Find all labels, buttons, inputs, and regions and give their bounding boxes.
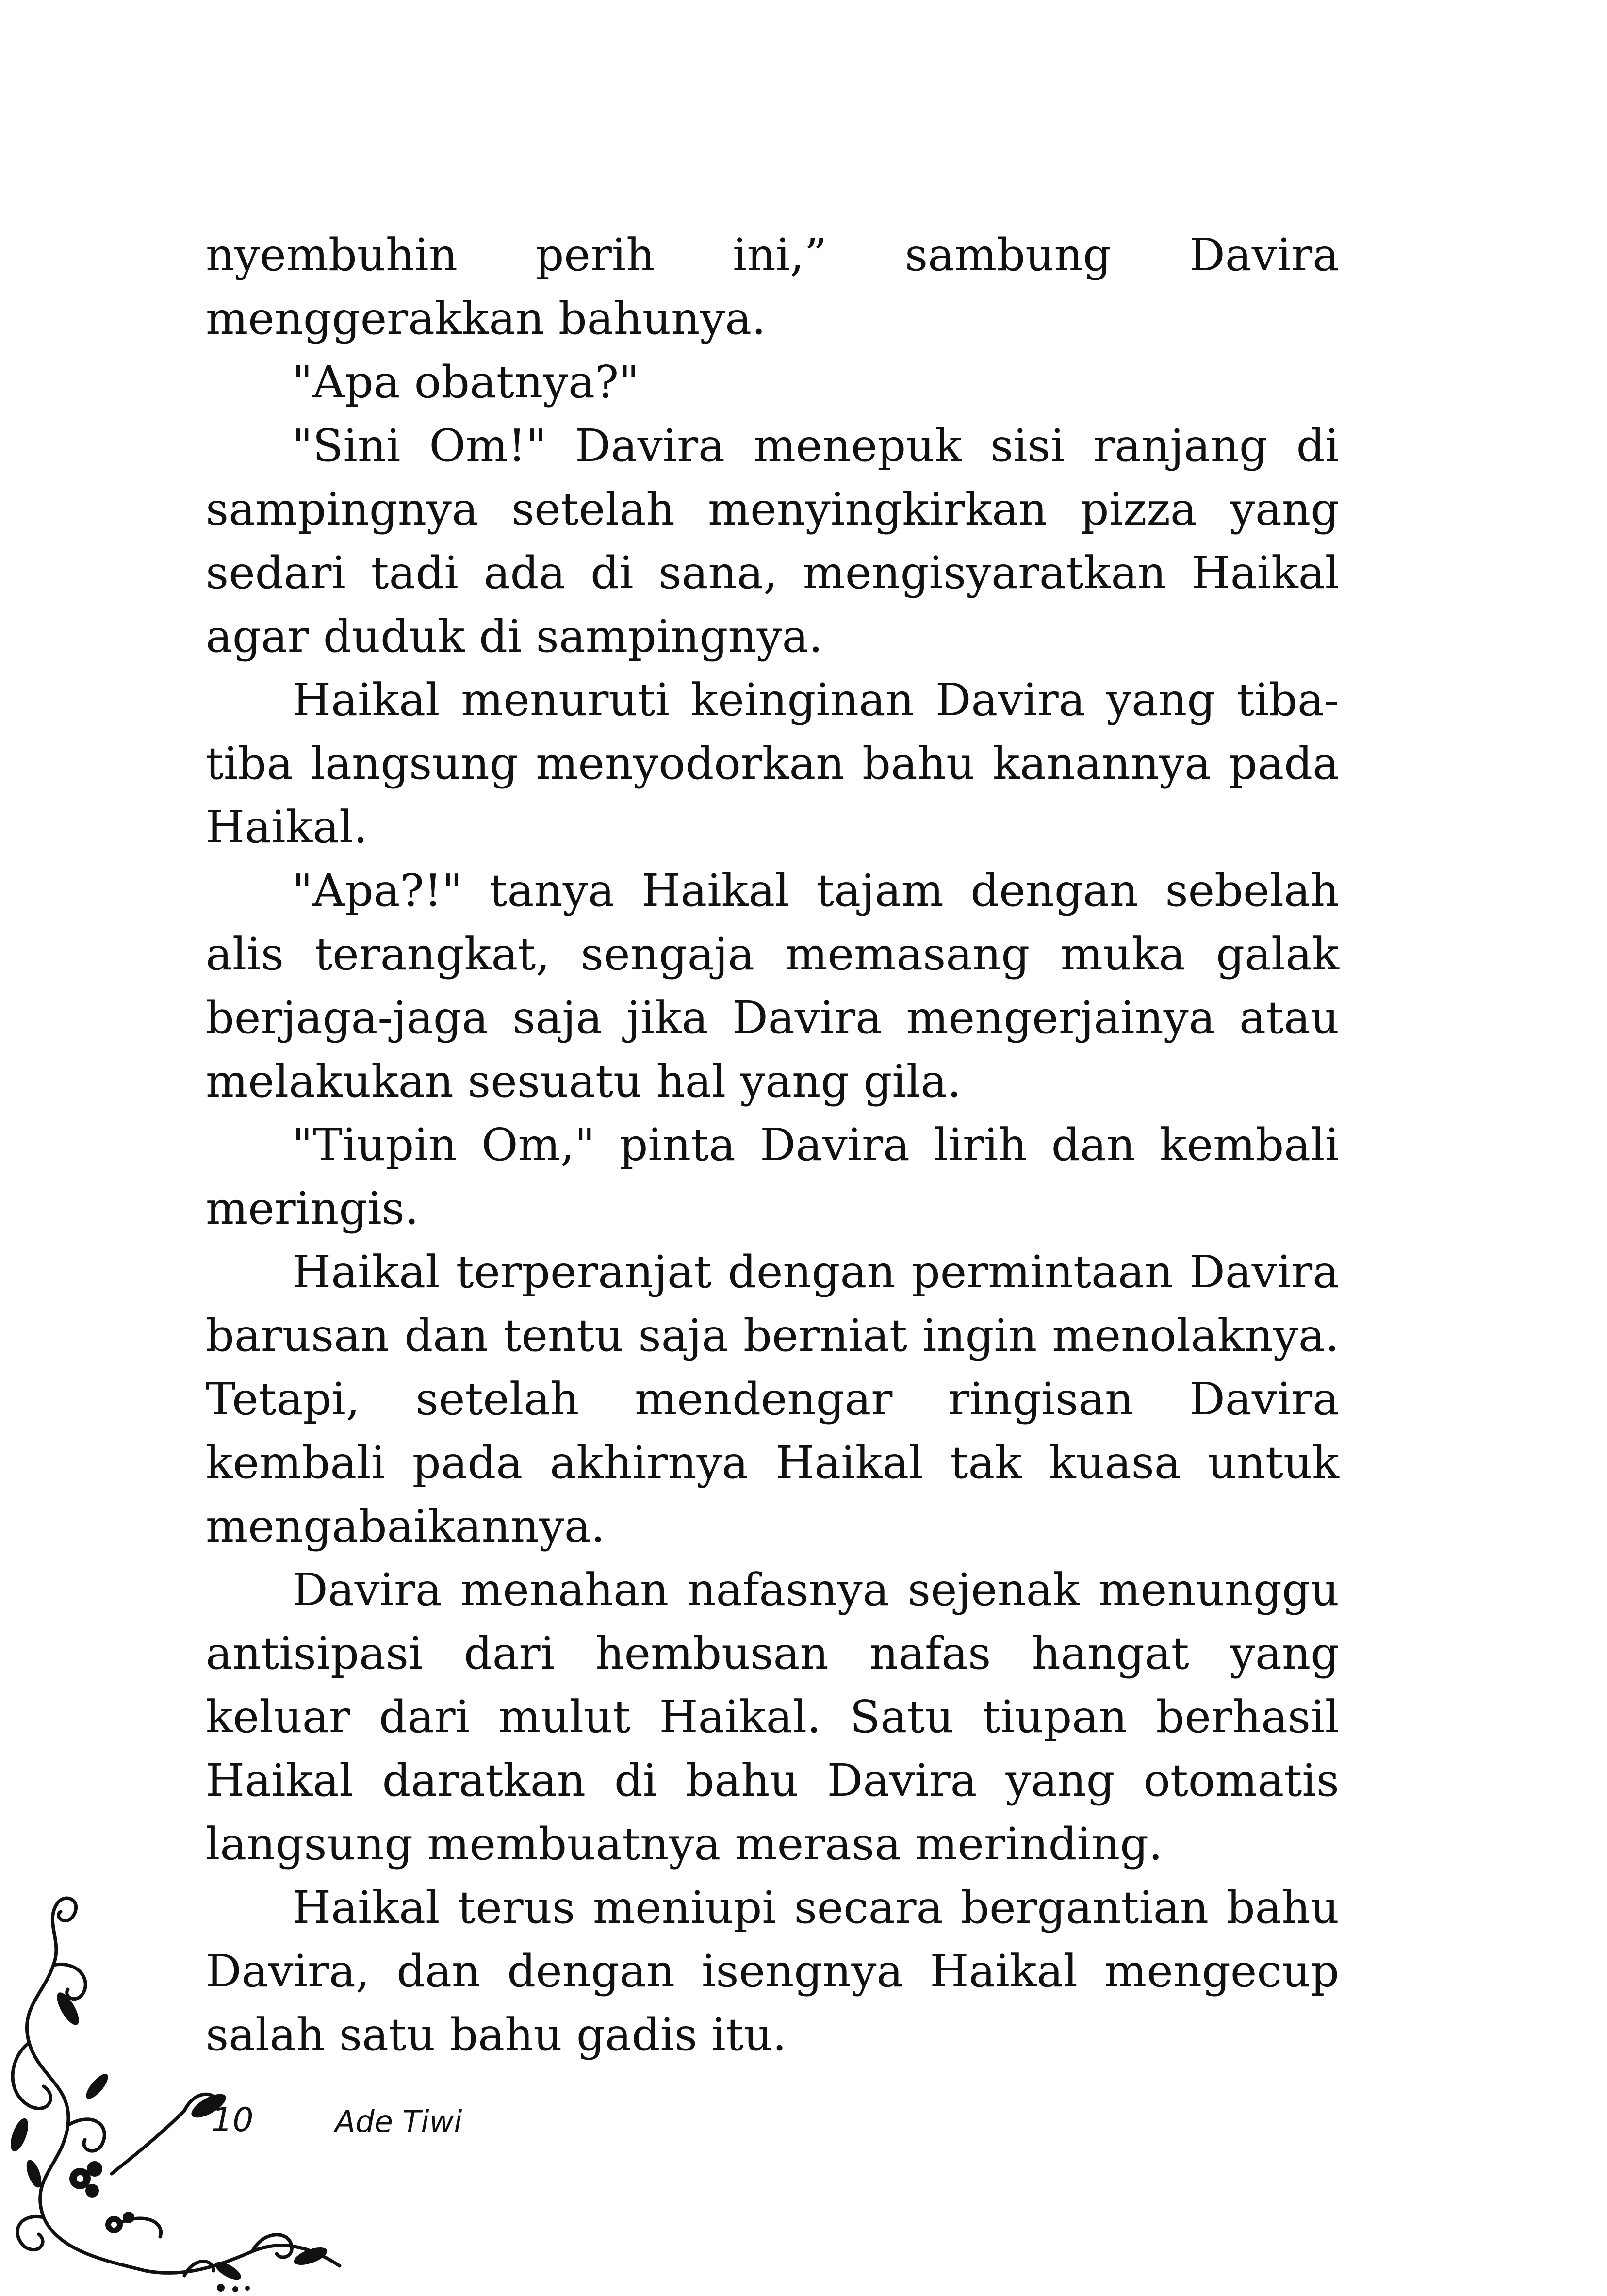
paragraph-2: "Apa obatnya?"	[292, 356, 640, 408]
paragraph-7: Haikal terperanjat dengan permintaan Davira barusan dan tentu saja berniat ingin menolaknya. Tetapi, setelah mendengar ringisan Davira kembali pada akhirnya Haikal tak kuasa untuk mengabaikannya.	[206, 1246, 1339, 1552]
paragraph-6: "Tiupin Om," pinta Davira lirih dan kembali meringis.	[206, 1119, 1339, 1234]
paragraph-1: nyembuhin perih ini,” sambung Davira menggerakkan bahunya.	[206, 229, 1339, 344]
paragraph-3: "Sini Om!" Davira menepuk sisi ranjang di sampingnya setelah menyingkirkan pizza yang sedari tadi ada di sana, mengisyaratkan Haikal agar duduk di sampingnya.	[206, 420, 1339, 662]
body-text	[206, 223, 1339, 2066]
paragraph-4: Haikal menuruti keinginan Davira yang tiba-tiba langsung menyodorkan bahu kanannya pada Haikal.	[206, 674, 1339, 853]
author-name: Ade Tiwi	[335, 2104, 462, 2139]
paragraph-8: Davira menahan nafasnya sejenak menunggu antisipasi dari hembusan nafas hangat yang keluar dari mulut Haikal. Satu tiupan berhasil Haikal daratkan di bahu Davira yang otomatis langsung membuatnya merasa merinding.	[206, 1564, 1339, 1870]
paragraph-5: "Apa?!" tanya Haikal tajam dengan sebelah alis terangkat, sengaja memasang muka galak berjaga-jaga saja jika Davira mengerjainya atau melakukan sesuatu hal yang gila.	[206, 865, 1339, 1107]
page-number: 10	[212, 2101, 254, 2139]
paragraph-9: Haikal terus meniupi secara bergantian bahu Davira, dan dengan isengnya Haikal mengecup salah satu bahu gadis itu.	[206, 1882, 1339, 2061]
floral-corner-ornament-icon	[0, 1883, 369, 2296]
